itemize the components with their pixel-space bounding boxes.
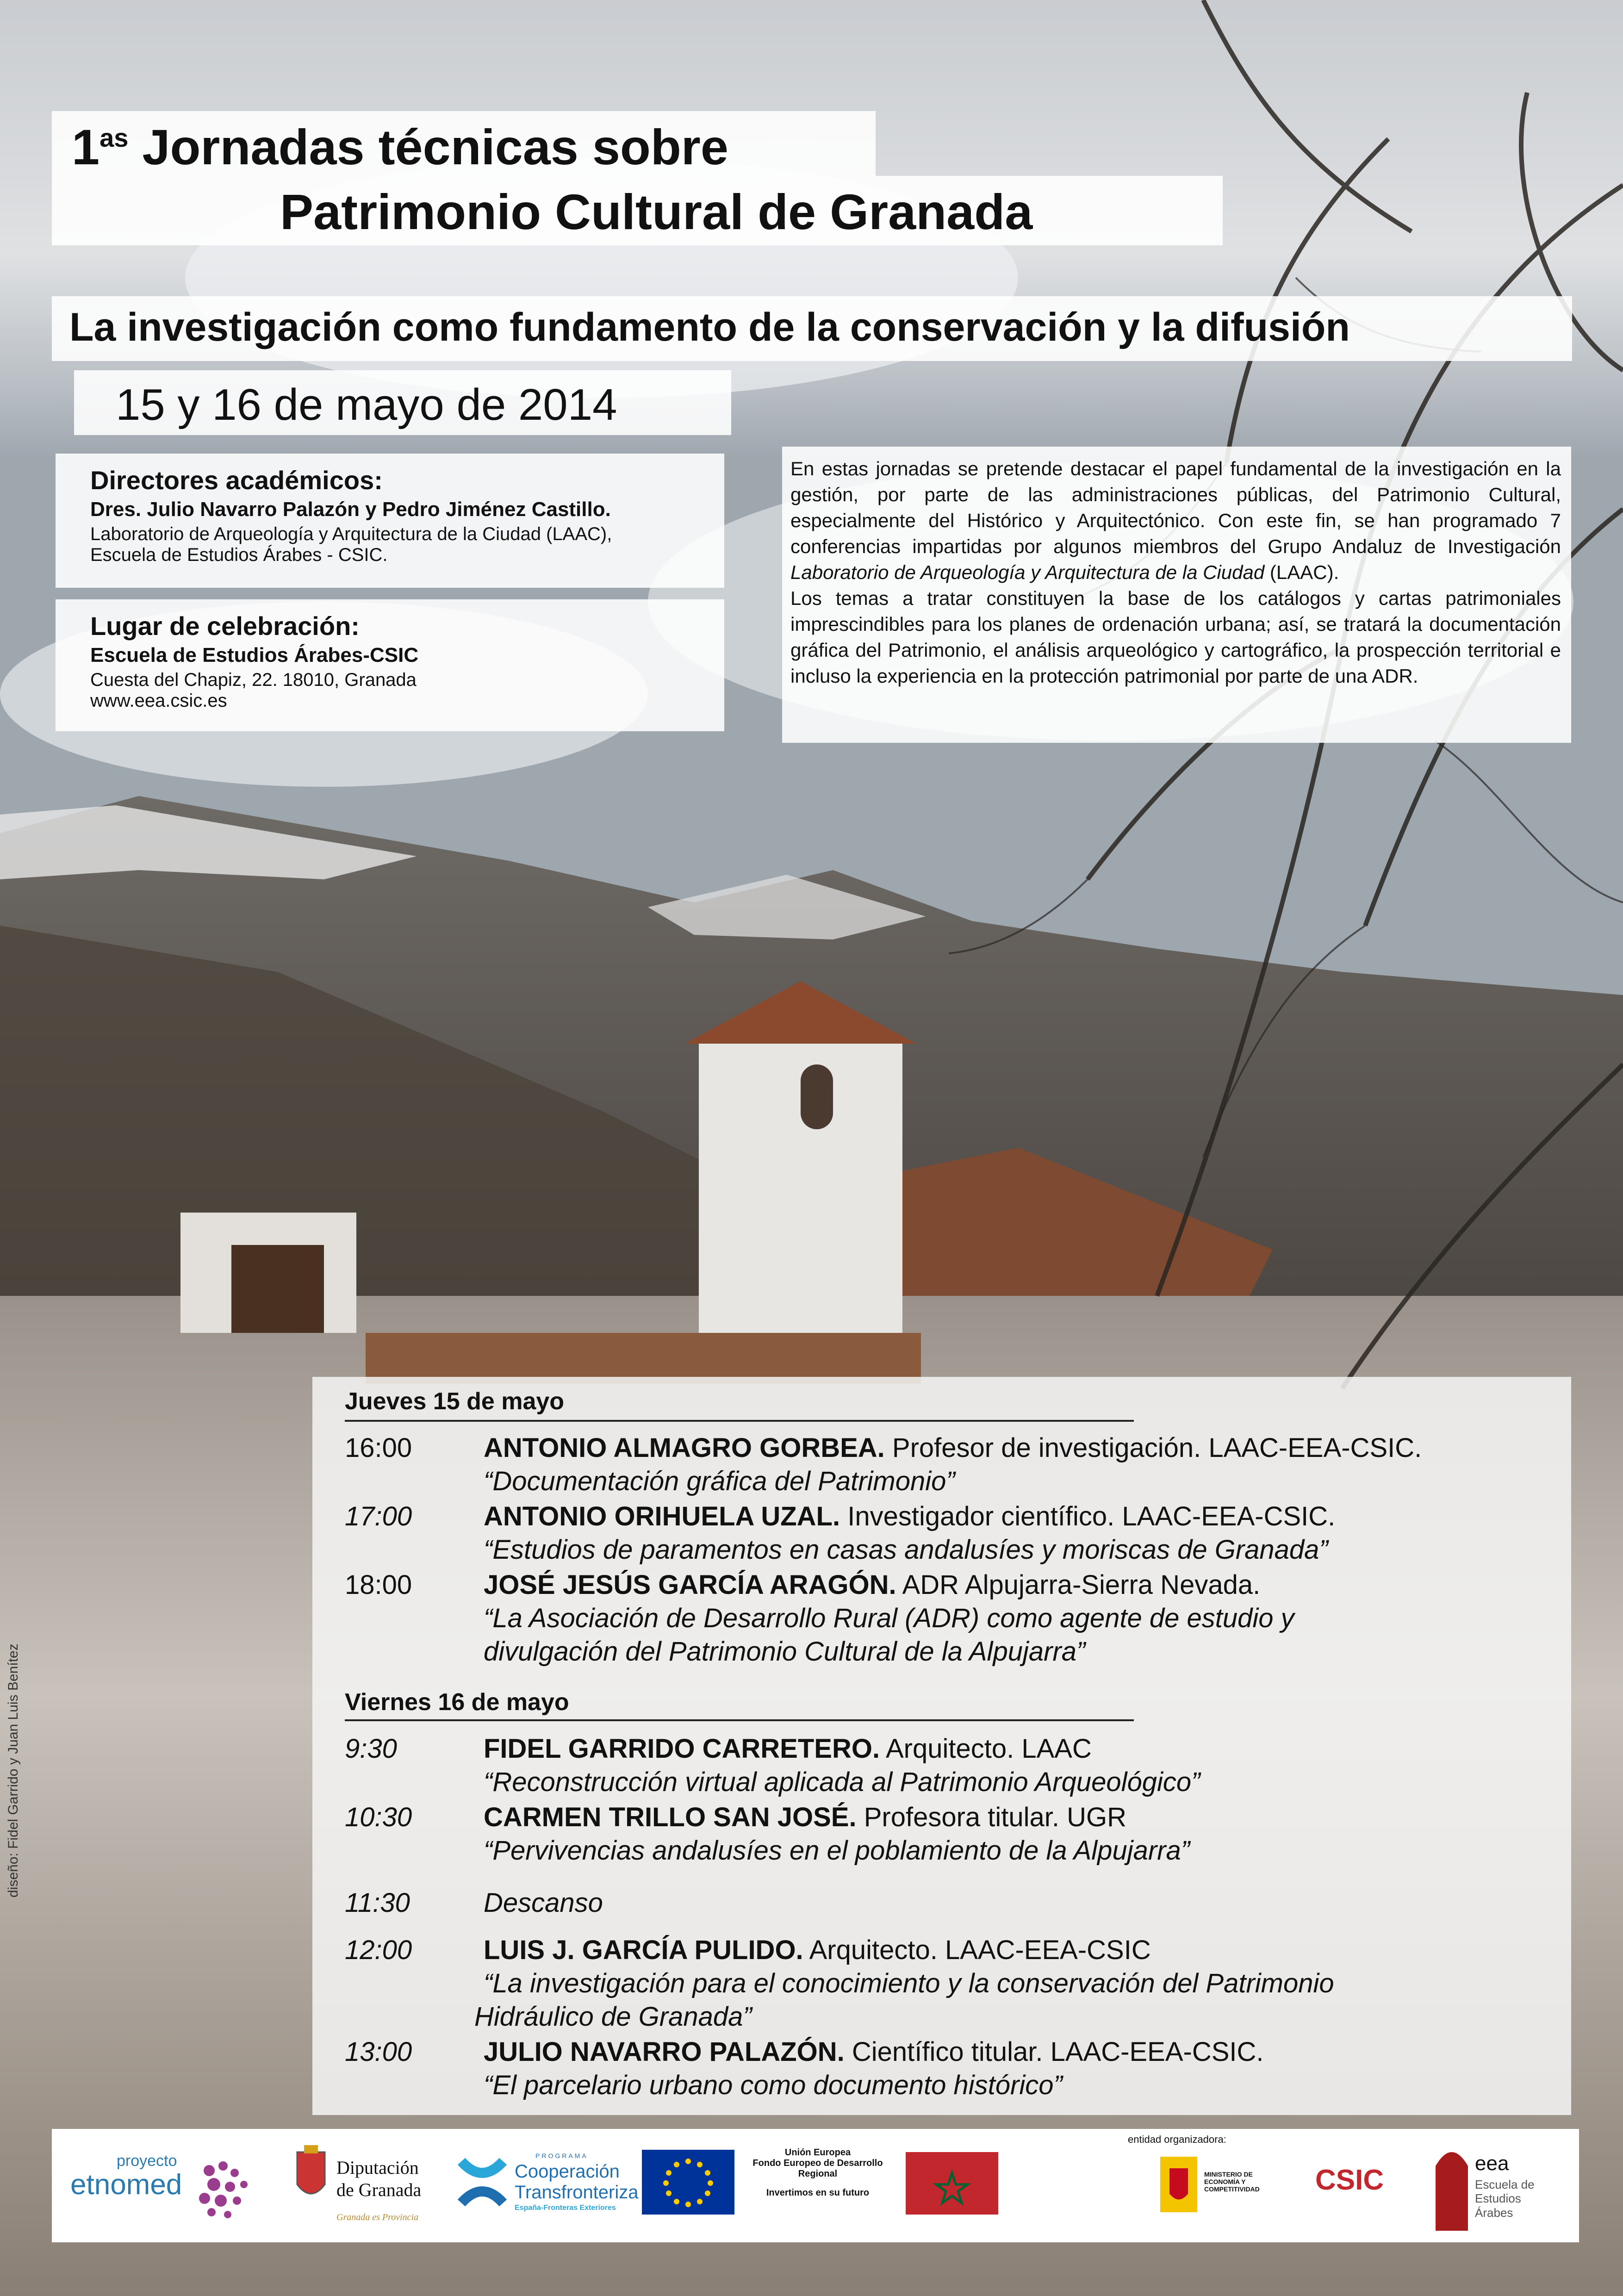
talk-time: 16:00 xyxy=(345,1433,412,1463)
directors-affiliation-1: Laboratorio de Arqueología y Arquitectura de la Ciudad (LAAC), xyxy=(90,524,612,544)
talk-speaker: JOSÉ JESÚS GARCÍA ARAGÓN. ADR Alpujarra-Sierra Nevada. xyxy=(484,1570,1261,1600)
eea-logo: eea Escuela de Estudios Árabes xyxy=(1431,2138,1551,2235)
sponsor-logos xyxy=(52,2129,1579,2242)
talk-time: 18:00 xyxy=(345,1570,412,1600)
abstract-paragraph-2: Los temas a tratar constituyen la base de los catálogos y cartas patrimoniales imprescindibles para los planes de ordenación urbana; así, se tratará la documentación gráfica del Patrimonio, el análisis arqueológico y cartográfico, la prospección territorial e incluso la experiencia en la protección patrimonial por parte de una ADR. xyxy=(790,587,1561,687)
talk-time: 11:30 xyxy=(345,1888,410,1918)
talk-speaker: CARMEN TRILLO SAN JOSÉ. Profesora titular. UGR xyxy=(484,1802,1127,1832)
talk-time: 9:30 xyxy=(345,1734,397,1764)
abstract-paragraph-1: En estas jornadas se pretende destacar el papel fundamental de la investigación en la gestión, por parte de las administraciones públicas, del Patrimonio Cultural, especialmente del Histórico y Arquitectónico. Con este fin, se han programado 7 conferencias impartidas por algunos miembros del Grupo Andaluz de Investigación Laboratorio de Arqueología y Arquitectura de la Ciudad (LAAC). xyxy=(790,458,1561,583)
talk-time: 12:00 xyxy=(345,1935,412,1965)
event-title-line1: $1^{as}$ Jornadas técnicas sobre xyxy=(72,119,728,175)
organizer-label: entidad organizadora: xyxy=(1128,2134,1226,2145)
talk-speaker: LUIS J. GARCÍA PULIDO. Arquitecto. LAAC-EEA-CSIC xyxy=(484,1935,1151,1965)
talk-title-cont: Hidráulico de Granada” xyxy=(474,2002,752,2032)
venue-name: Escuela de Estudios Árabes-CSIC xyxy=(90,644,419,666)
talk-time: 10:30 xyxy=(345,1802,412,1832)
directors-box xyxy=(90,465,720,566)
ministry-logo: MINISTERIO DE ECONOMÍA Y COMPETITIVIDAD xyxy=(1160,2157,1281,2212)
eu-fund-text: Unión Europea Fondo Europeo de Desarrollo Regional Invertimos en su futuro xyxy=(752,2147,883,2198)
event-title-line2: Patrimonio Cultural de Granada xyxy=(280,184,1033,240)
talk-title: “Reconstrucción virtual aplicada al Patrimonio Arqueológico” xyxy=(484,1767,1200,1797)
cooperacion-logo: PROGRAMA Cooperación Transfronteriza España-Fronteras Exteriores xyxy=(454,2147,695,2231)
eea-arch-icon xyxy=(1431,2138,1473,2231)
directors-affiliation-2: Escuela de Estudios Árabes - CSIC. xyxy=(90,545,388,565)
eu-stars-icon xyxy=(642,2150,734,2215)
talk-time: 13:00 xyxy=(345,2037,412,2067)
talk-title-cont: divulgación del Patrimonio Cultural de la Alpujarra” xyxy=(484,1636,1086,1667)
coat-of-arms-icon xyxy=(292,2143,330,2208)
venue-heading: Lugar de celebración: xyxy=(90,611,360,641)
cooperation-x-icon xyxy=(454,2147,510,2217)
talk-speaker: FIDEL GARRIDO CARRETERO. Arquitecto. LAAC xyxy=(484,1734,1092,1764)
event-subtitle: La investigación como fundamento de la conservación y la difusión xyxy=(69,305,1350,349)
etnomed-logo: proyecto etnomed xyxy=(70,2143,265,2231)
spain-arms-icon xyxy=(1160,2157,1197,2212)
directors-heading: Directores académicos: xyxy=(90,466,383,495)
venue-web[interactable]: www.eea.csic.es xyxy=(90,691,227,711)
star-icon xyxy=(906,2152,998,2215)
day2-heading: Viernes 16 de mayo xyxy=(345,1689,569,1716)
morocco-flag-icon xyxy=(906,2152,998,2215)
talk-speaker: ANTONIO ALMAGRO GORBEA. Profesor de investigación. LAAC-EEA-CSIC. xyxy=(484,1433,1422,1463)
talk-title: “Documentación gráfica del Patrimonio” xyxy=(484,1466,955,1496)
directors-names: Dres. Julio Navarro Palazón y Pedro Jiménez Castillo. xyxy=(90,498,611,521)
day1-heading: Jueves 15 de mayo xyxy=(345,1388,565,1415)
day2-divider xyxy=(345,1719,1134,1721)
talk-title: “Estudios de paramentos en casas andalusíes y moriscas de Granada” xyxy=(484,1535,1328,1565)
talk-title: “La investigación para el conocimiento y la conservación del Patrimonio xyxy=(484,1968,1334,1998)
talk-speaker: JULIO NAVARRO PALAZÓN. Científico titular. LAAC-EEA-CSIC. xyxy=(484,2037,1264,2067)
talk-title: “El parcelario urbano como documento histórico” xyxy=(484,2070,1063,2100)
csic-logo: CSIC xyxy=(1315,2164,1384,2196)
abstract xyxy=(790,456,1561,689)
venue-address: Cuesta del Chapiz, 22. 18010, Granada xyxy=(90,670,417,690)
talk-title: “La Asociación de Desarrollo Rural (ADR) como agente de estudio y xyxy=(484,1603,1294,1633)
talk-title: “Pervivencias andalusíes en el poblamiento de la Alpujarra” xyxy=(484,1836,1190,1866)
talk-time: 17:00 xyxy=(345,1501,412,1531)
event-dates: 15 y 16 de mayo de 2014 xyxy=(116,380,617,429)
venue-box xyxy=(90,611,720,711)
talk-speaker: ANTONIO ORIHUELA UZAL. Investigador científico. LAAC-EEA-CSIC. xyxy=(484,1501,1336,1531)
eu-flag-icon xyxy=(642,2150,734,2215)
diputacion-logo: Diputación de Granada Granada es Provincia xyxy=(292,2143,468,2235)
day1-divider xyxy=(345,1420,1134,1422)
design-credit: diseño: Fidel Garrido y Juan Luis Benítez xyxy=(6,1643,21,1898)
break-label: Descanso xyxy=(484,1888,603,1918)
